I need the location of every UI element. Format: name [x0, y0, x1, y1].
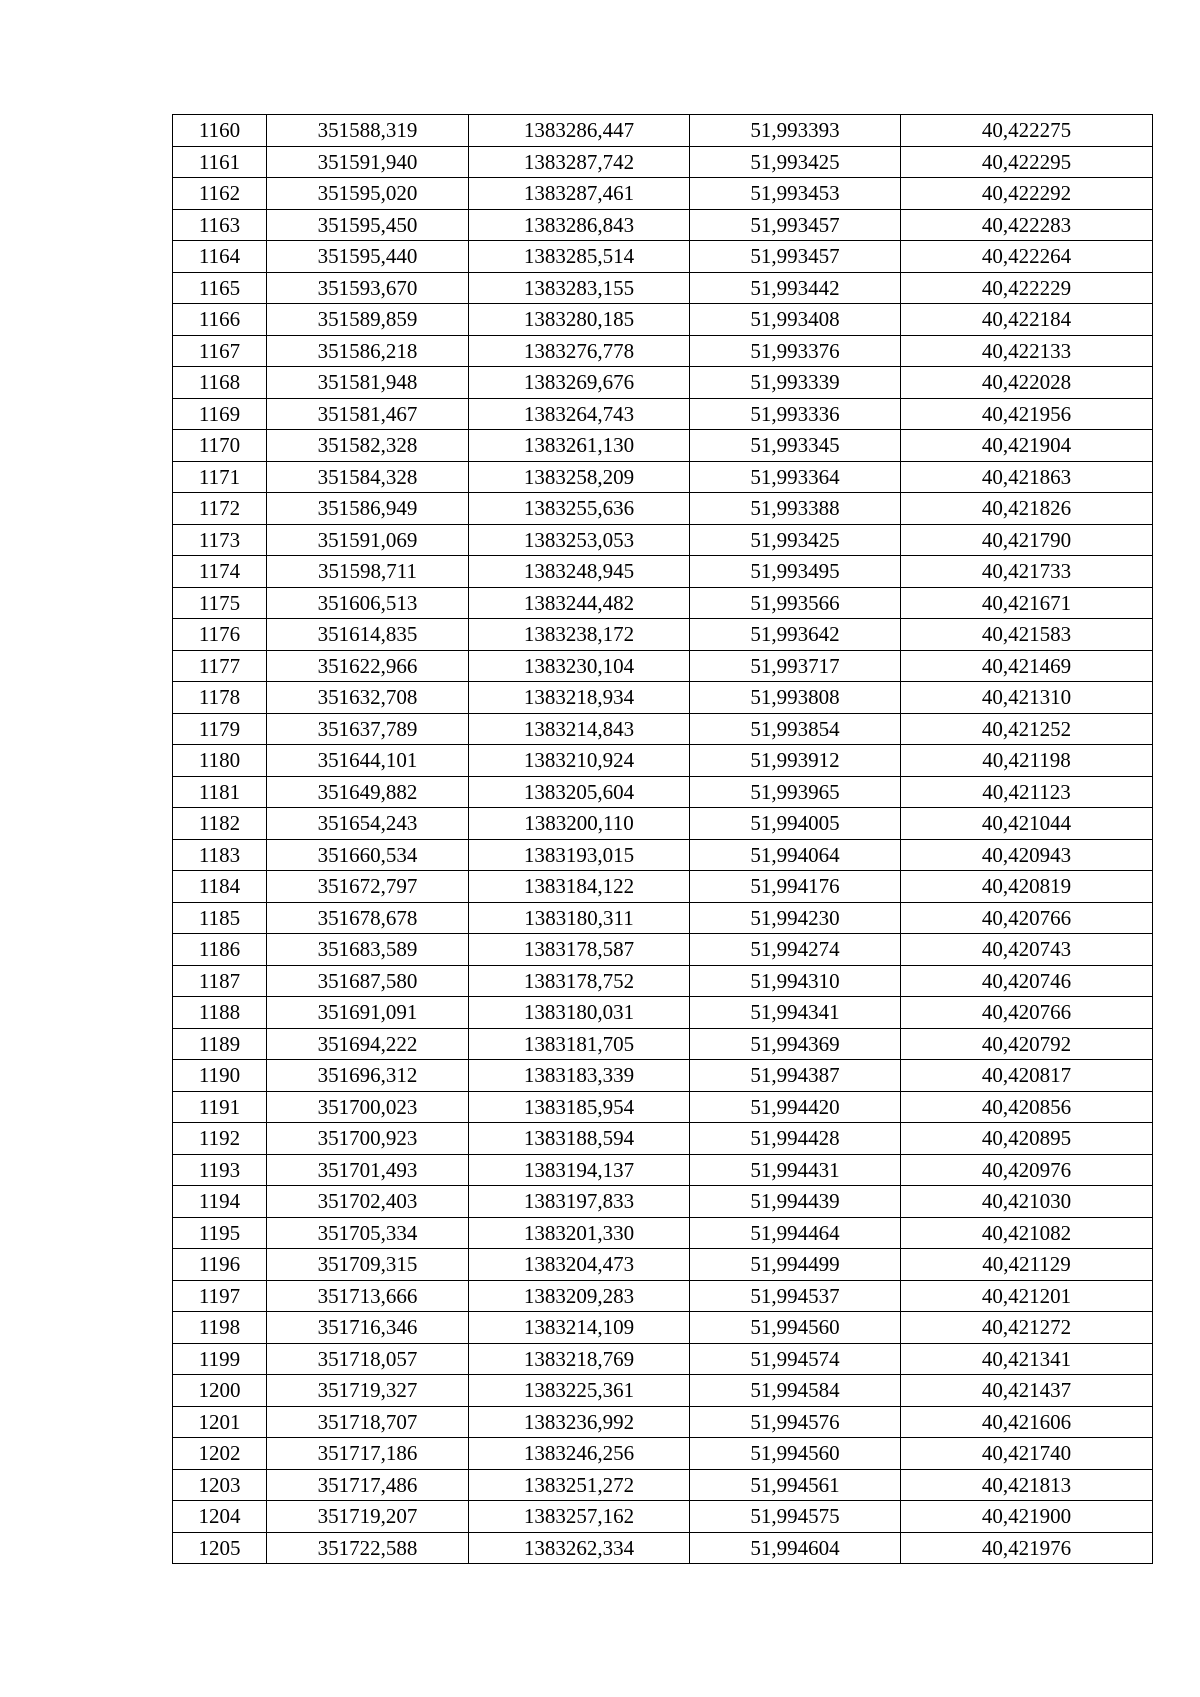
table-row [173, 839, 1153, 871]
y-coordinate-cell: 1383253,053 [469, 524, 690, 556]
point-number-cell: 1199 [173, 1343, 267, 1375]
y-coordinate-cell: 1383193,015 [469, 839, 690, 871]
x-coordinate-cell: 351678,678 [267, 902, 469, 934]
table-row [173, 1343, 1153, 1375]
longitude-cell: 40,421863 [901, 461, 1153, 493]
latitude-cell: 51,994464 [690, 1217, 901, 1249]
latitude-cell: 51,993808 [690, 682, 901, 714]
longitude-cell: 40,421583 [901, 619, 1153, 651]
x-coordinate-cell: 351719,327 [267, 1375, 469, 1407]
x-coordinate-cell: 351716,346 [267, 1312, 469, 1344]
x-coordinate-cell: 351701,493 [267, 1154, 469, 1186]
longitude-cell: 40,421606 [901, 1406, 1153, 1438]
x-coordinate-cell: 351702,403 [267, 1186, 469, 1218]
y-coordinate-cell: 1383188,594 [469, 1123, 690, 1155]
latitude-cell: 51,994499 [690, 1249, 901, 1281]
latitude-cell: 51,994064 [690, 839, 901, 871]
y-coordinate-cell: 1383255,636 [469, 493, 690, 525]
y-coordinate-cell: 1383269,676 [469, 367, 690, 399]
longitude-cell: 40,422184 [901, 304, 1153, 336]
x-coordinate-cell: 351719,207 [267, 1501, 469, 1533]
point-number-cell: 1197 [173, 1280, 267, 1312]
latitude-cell: 51,994584 [690, 1375, 901, 1407]
point-number-cell: 1171 [173, 461, 267, 493]
x-coordinate-cell: 351581,467 [267, 398, 469, 430]
table-row [173, 461, 1153, 493]
longitude-cell: 40,420766 [901, 997, 1153, 1029]
y-coordinate-cell: 1383204,473 [469, 1249, 690, 1281]
latitude-cell: 51,994574 [690, 1343, 901, 1375]
x-coordinate-cell: 351614,835 [267, 619, 469, 651]
longitude-cell: 40,421733 [901, 556, 1153, 588]
latitude-cell: 51,994439 [690, 1186, 901, 1218]
latitude-cell: 51,994369 [690, 1028, 901, 1060]
x-coordinate-cell: 351705,334 [267, 1217, 469, 1249]
latitude-cell: 51,994575 [690, 1501, 901, 1533]
table-row [173, 808, 1153, 840]
point-number-cell: 1163 [173, 209, 267, 241]
y-coordinate-cell: 1383286,447 [469, 115, 690, 147]
longitude-cell: 40,421813 [901, 1469, 1153, 1501]
point-number-cell: 1180 [173, 745, 267, 777]
point-number-cell: 1201 [173, 1406, 267, 1438]
x-coordinate-cell: 351700,923 [267, 1123, 469, 1155]
y-coordinate-cell: 1383185,954 [469, 1091, 690, 1123]
latitude-cell: 51,993425 [690, 524, 901, 556]
point-number-cell: 1198 [173, 1312, 267, 1344]
longitude-cell: 40,421956 [901, 398, 1153, 430]
x-coordinate-cell: 351622,966 [267, 650, 469, 682]
y-coordinate-cell: 1383258,209 [469, 461, 690, 493]
longitude-cell: 40,421437 [901, 1375, 1153, 1407]
point-number-cell: 1194 [173, 1186, 267, 1218]
x-coordinate-cell: 351717,486 [267, 1469, 469, 1501]
longitude-cell: 40,422133 [901, 335, 1153, 367]
x-coordinate-cell: 351586,218 [267, 335, 469, 367]
y-coordinate-cell: 1383251,272 [469, 1469, 690, 1501]
latitude-cell: 51,993495 [690, 556, 901, 588]
longitude-cell: 40,422264 [901, 241, 1153, 273]
y-coordinate-cell: 1383244,482 [469, 587, 690, 619]
point-number-cell: 1178 [173, 682, 267, 714]
x-coordinate-cell: 351718,707 [267, 1406, 469, 1438]
table-row [173, 1469, 1153, 1501]
longitude-cell: 40,421123 [901, 776, 1153, 808]
x-coordinate-cell: 351683,589 [267, 934, 469, 966]
x-coordinate-cell: 351717,186 [267, 1438, 469, 1470]
latitude-cell: 51,994310 [690, 965, 901, 997]
x-coordinate-cell: 351654,243 [267, 808, 469, 840]
y-coordinate-cell: 1383287,742 [469, 146, 690, 178]
point-number-cell: 1189 [173, 1028, 267, 1060]
latitude-cell: 51,994560 [690, 1438, 901, 1470]
x-coordinate-cell: 351713,666 [267, 1280, 469, 1312]
table-row [173, 1249, 1153, 1281]
table-row [173, 776, 1153, 808]
latitude-cell: 51,994341 [690, 997, 901, 1029]
y-coordinate-cell: 1383180,031 [469, 997, 690, 1029]
y-coordinate-cell: 1383283,155 [469, 272, 690, 304]
x-coordinate-cell: 351595,440 [267, 241, 469, 273]
point-number-cell: 1185 [173, 902, 267, 934]
longitude-cell: 40,420976 [901, 1154, 1153, 1186]
latitude-cell: 51,993912 [690, 745, 901, 777]
latitude-cell: 51,994431 [690, 1154, 901, 1186]
longitude-cell: 40,421904 [901, 430, 1153, 462]
latitude-cell: 51,993457 [690, 209, 901, 241]
table-row [173, 241, 1153, 273]
longitude-cell: 40,422028 [901, 367, 1153, 399]
latitude-cell: 51,994387 [690, 1060, 901, 1092]
longitude-cell: 40,420856 [901, 1091, 1153, 1123]
x-coordinate-cell: 351591,069 [267, 524, 469, 556]
point-number-cell: 1202 [173, 1438, 267, 1470]
table-row [173, 1406, 1153, 1438]
x-coordinate-cell: 351644,101 [267, 745, 469, 777]
table-row [173, 115, 1153, 147]
latitude-cell: 51,993717 [690, 650, 901, 682]
y-coordinate-cell: 1383218,934 [469, 682, 690, 714]
x-coordinate-cell: 351584,328 [267, 461, 469, 493]
x-coordinate-cell: 351591,940 [267, 146, 469, 178]
latitude-cell: 51,994604 [690, 1532, 901, 1564]
latitude-cell: 51,994576 [690, 1406, 901, 1438]
latitude-cell: 51,993408 [690, 304, 901, 336]
y-coordinate-cell: 1383183,339 [469, 1060, 690, 1092]
longitude-cell: 40,422283 [901, 209, 1153, 241]
latitude-cell: 51,993339 [690, 367, 901, 399]
point-number-cell: 1160 [173, 115, 267, 147]
latitude-cell: 51,993393 [690, 115, 901, 147]
x-coordinate-cell: 351588,319 [267, 115, 469, 147]
longitude-cell: 40,422275 [901, 115, 1153, 147]
latitude-cell: 51,993642 [690, 619, 901, 651]
y-coordinate-cell: 1383257,162 [469, 1501, 690, 1533]
latitude-cell: 51,993388 [690, 493, 901, 525]
latitude-cell: 51,993453 [690, 178, 901, 210]
x-coordinate-cell: 351581,948 [267, 367, 469, 399]
table-row [173, 587, 1153, 619]
point-number-cell: 1184 [173, 871, 267, 903]
x-coordinate-cell: 351691,091 [267, 997, 469, 1029]
x-coordinate-cell: 351589,859 [267, 304, 469, 336]
table-row [173, 871, 1153, 903]
longitude-cell: 40,421201 [901, 1280, 1153, 1312]
point-number-cell: 1167 [173, 335, 267, 367]
longitude-cell: 40,422292 [901, 178, 1153, 210]
latitude-cell: 51,993364 [690, 461, 901, 493]
y-coordinate-cell: 1383214,843 [469, 713, 690, 745]
x-coordinate-cell: 351700,023 [267, 1091, 469, 1123]
point-number-cell: 1193 [173, 1154, 267, 1186]
x-coordinate-cell: 351649,882 [267, 776, 469, 808]
point-number-cell: 1174 [173, 556, 267, 588]
longitude-cell: 40,422295 [901, 146, 1153, 178]
latitude-cell: 51,994274 [690, 934, 901, 966]
y-coordinate-cell: 1383238,172 [469, 619, 690, 651]
table-row [173, 745, 1153, 777]
y-coordinate-cell: 1383180,311 [469, 902, 690, 934]
point-number-cell: 1192 [173, 1123, 267, 1155]
longitude-cell: 40,420895 [901, 1123, 1153, 1155]
longitude-cell: 40,421082 [901, 1217, 1153, 1249]
latitude-cell: 51,993566 [690, 587, 901, 619]
y-coordinate-cell: 1383285,514 [469, 241, 690, 273]
table-row [173, 682, 1153, 714]
longitude-cell: 40,420819 [901, 871, 1153, 903]
table-row [173, 524, 1153, 556]
longitude-cell: 40,420746 [901, 965, 1153, 997]
latitude-cell: 51,994005 [690, 808, 901, 840]
point-number-cell: 1162 [173, 178, 267, 210]
point-number-cell: 1186 [173, 934, 267, 966]
x-coordinate-cell: 351598,711 [267, 556, 469, 588]
latitude-cell: 51,994428 [690, 1123, 901, 1155]
table-row [173, 430, 1153, 462]
longitude-cell: 40,421310 [901, 682, 1153, 714]
longitude-cell: 40,421790 [901, 524, 1153, 556]
table-row [173, 367, 1153, 399]
point-number-cell: 1165 [173, 272, 267, 304]
point-number-cell: 1182 [173, 808, 267, 840]
point-number-cell: 1183 [173, 839, 267, 871]
y-coordinate-cell: 1383286,843 [469, 209, 690, 241]
y-coordinate-cell: 1383280,185 [469, 304, 690, 336]
table-row [173, 398, 1153, 430]
longitude-cell: 40,420943 [901, 839, 1153, 871]
table-row [173, 556, 1153, 588]
y-coordinate-cell: 1383236,992 [469, 1406, 690, 1438]
latitude-cell: 51,993345 [690, 430, 901, 462]
longitude-cell: 40,420743 [901, 934, 1153, 966]
latitude-cell: 51,994420 [690, 1091, 901, 1123]
point-number-cell: 1170 [173, 430, 267, 462]
y-coordinate-cell: 1383200,110 [469, 808, 690, 840]
point-number-cell: 1176 [173, 619, 267, 651]
point-number-cell: 1204 [173, 1501, 267, 1533]
point-number-cell: 1161 [173, 146, 267, 178]
x-coordinate-cell: 351595,020 [267, 178, 469, 210]
table-row [173, 713, 1153, 745]
point-number-cell: 1203 [173, 1469, 267, 1501]
table-row [173, 1186, 1153, 1218]
point-number-cell: 1175 [173, 587, 267, 619]
x-coordinate-cell: 351718,057 [267, 1343, 469, 1375]
longitude-cell: 40,421341 [901, 1343, 1153, 1375]
y-coordinate-cell: 1383194,137 [469, 1154, 690, 1186]
y-coordinate-cell: 1383248,945 [469, 556, 690, 588]
point-number-cell: 1187 [173, 965, 267, 997]
point-number-cell: 1205 [173, 1532, 267, 1564]
table-row [173, 1438, 1153, 1470]
point-number-cell: 1172 [173, 493, 267, 525]
table-row [173, 1312, 1153, 1344]
longitude-cell: 40,421740 [901, 1438, 1153, 1470]
y-coordinate-cell: 1383218,769 [469, 1343, 690, 1375]
point-number-cell: 1164 [173, 241, 267, 273]
latitude-cell: 51,994230 [690, 902, 901, 934]
table-row [173, 1375, 1153, 1407]
point-number-cell: 1179 [173, 713, 267, 745]
longitude-cell: 40,422229 [901, 272, 1153, 304]
table-row [173, 272, 1153, 304]
y-coordinate-cell: 1383261,130 [469, 430, 690, 462]
table-row [173, 1091, 1153, 1123]
x-coordinate-cell: 351593,670 [267, 272, 469, 304]
x-coordinate-cell: 351632,708 [267, 682, 469, 714]
latitude-cell: 51,993336 [690, 398, 901, 430]
longitude-cell: 40,421272 [901, 1312, 1153, 1344]
y-coordinate-cell: 1383262,334 [469, 1532, 690, 1564]
y-coordinate-cell: 1383225,361 [469, 1375, 690, 1407]
table-row [173, 146, 1153, 178]
y-coordinate-cell: 1383178,752 [469, 965, 690, 997]
table-row [173, 1028, 1153, 1060]
point-number-cell: 1196 [173, 1249, 267, 1281]
y-coordinate-cell: 1383287,461 [469, 178, 690, 210]
table-row [173, 493, 1153, 525]
y-coordinate-cell: 1383246,256 [469, 1438, 690, 1470]
y-coordinate-cell: 1383210,924 [469, 745, 690, 777]
x-coordinate-cell: 351687,580 [267, 965, 469, 997]
point-number-cell: 1188 [173, 997, 267, 1029]
table-row [173, 1060, 1153, 1092]
longitude-cell: 40,421826 [901, 493, 1153, 525]
point-number-cell: 1169 [173, 398, 267, 430]
y-coordinate-cell: 1383184,122 [469, 871, 690, 903]
y-coordinate-cell: 1383214,109 [469, 1312, 690, 1344]
latitude-cell: 51,993442 [690, 272, 901, 304]
x-coordinate-cell: 351722,588 [267, 1532, 469, 1564]
y-coordinate-cell: 1383264,743 [469, 398, 690, 430]
table-row [173, 335, 1153, 367]
point-number-cell: 1166 [173, 304, 267, 336]
y-coordinate-cell: 1383197,833 [469, 1186, 690, 1218]
latitude-cell: 51,994561 [690, 1469, 901, 1501]
y-coordinate-cell: 1383276,778 [469, 335, 690, 367]
y-coordinate-cell: 1383205,604 [469, 776, 690, 808]
y-coordinate-cell: 1383201,330 [469, 1217, 690, 1249]
longitude-cell: 40,421030 [901, 1186, 1153, 1218]
point-number-cell: 1200 [173, 1375, 267, 1407]
point-number-cell: 1191 [173, 1091, 267, 1123]
coordinates-table [172, 114, 1153, 1564]
longitude-cell: 40,420817 [901, 1060, 1153, 1092]
table-row [173, 1123, 1153, 1155]
table-row [173, 178, 1153, 210]
x-coordinate-cell: 351586,949 [267, 493, 469, 525]
x-coordinate-cell: 351709,315 [267, 1249, 469, 1281]
y-coordinate-cell: 1383181,705 [469, 1028, 690, 1060]
latitude-cell: 51,993965 [690, 776, 901, 808]
longitude-cell: 40,421252 [901, 713, 1153, 745]
table-row [173, 650, 1153, 682]
y-coordinate-cell: 1383230,104 [469, 650, 690, 682]
latitude-cell: 51,994537 [690, 1280, 901, 1312]
longitude-cell: 40,421671 [901, 587, 1153, 619]
x-coordinate-cell: 351637,789 [267, 713, 469, 745]
x-coordinate-cell: 351660,534 [267, 839, 469, 871]
y-coordinate-cell: 1383209,283 [469, 1280, 690, 1312]
longitude-cell: 40,421900 [901, 1501, 1153, 1533]
point-number-cell: 1181 [173, 776, 267, 808]
latitude-cell: 51,994560 [690, 1312, 901, 1344]
x-coordinate-cell: 351696,312 [267, 1060, 469, 1092]
table-row [173, 902, 1153, 934]
latitude-cell: 51,993457 [690, 241, 901, 273]
coordinates-table-body [173, 115, 1153, 1564]
longitude-cell: 40,421976 [901, 1532, 1153, 1564]
x-coordinate-cell: 351582,328 [267, 430, 469, 462]
table-row [173, 619, 1153, 651]
latitude-cell: 51,994176 [690, 871, 901, 903]
x-coordinate-cell: 351606,513 [267, 587, 469, 619]
latitude-cell: 51,993376 [690, 335, 901, 367]
table-row [173, 965, 1153, 997]
table-row [173, 934, 1153, 966]
point-number-cell: 1177 [173, 650, 267, 682]
point-number-cell: 1168 [173, 367, 267, 399]
table-row [173, 997, 1153, 1029]
table-row [173, 209, 1153, 241]
table-row [173, 1217, 1153, 1249]
longitude-cell: 40,420792 [901, 1028, 1153, 1060]
table-row [173, 1532, 1153, 1564]
longitude-cell: 40,421129 [901, 1249, 1153, 1281]
table-row [173, 1501, 1153, 1533]
point-number-cell: 1190 [173, 1060, 267, 1092]
table-row [173, 1280, 1153, 1312]
table-row [173, 1154, 1153, 1186]
point-number-cell: 1173 [173, 524, 267, 556]
latitude-cell: 51,993854 [690, 713, 901, 745]
x-coordinate-cell: 351672,797 [267, 871, 469, 903]
x-coordinate-cell: 351694,222 [267, 1028, 469, 1060]
longitude-cell: 40,421469 [901, 650, 1153, 682]
x-coordinate-cell: 351595,450 [267, 209, 469, 241]
table-row [173, 304, 1153, 336]
longitude-cell: 40,421044 [901, 808, 1153, 840]
point-number-cell: 1195 [173, 1217, 267, 1249]
longitude-cell: 40,420766 [901, 902, 1153, 934]
y-coordinate-cell: 1383178,587 [469, 934, 690, 966]
longitude-cell: 40,421198 [901, 745, 1153, 777]
latitude-cell: 51,993425 [690, 146, 901, 178]
